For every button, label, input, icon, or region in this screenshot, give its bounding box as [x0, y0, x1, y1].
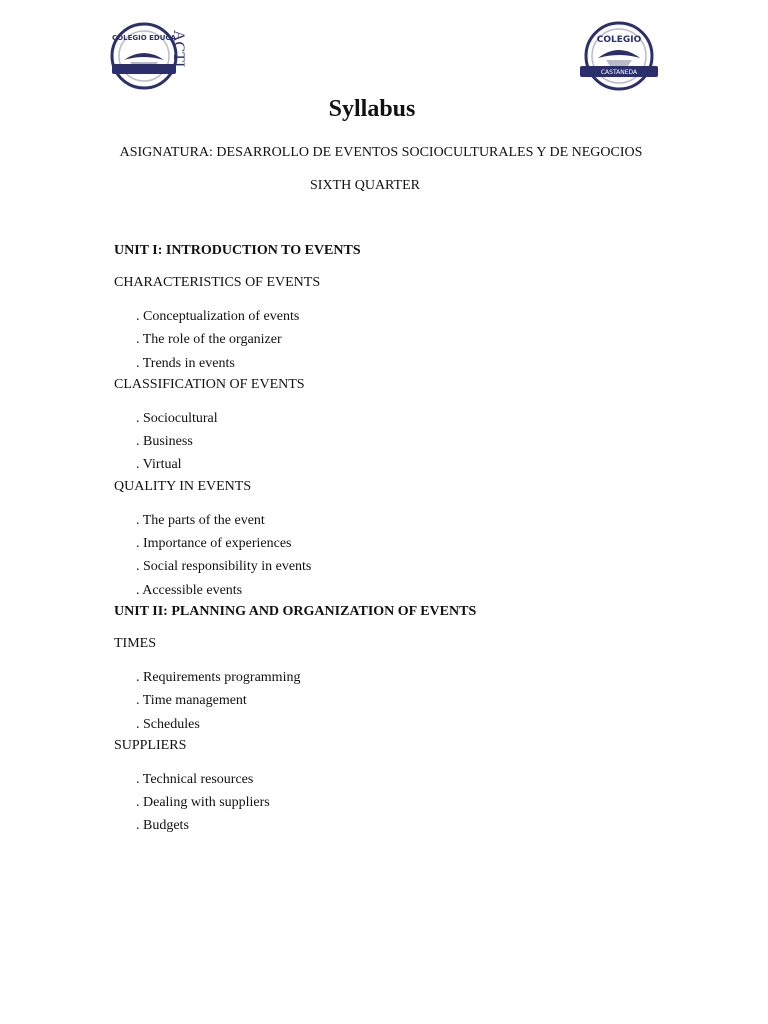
- unit-title: UNIT I: INTRODUCTION TO EVENTS: [114, 243, 361, 258]
- syllabus-content: [114, 241, 714, 838]
- logo-left-side-lettering: ACTI: [170, 30, 187, 68]
- topic-list: [114, 407, 714, 477]
- logo-right-lettering-top: COLEGIO: [596, 35, 642, 45]
- topic-list: [114, 305, 714, 375]
- section-title: QUALITY IN EVENTS: [114, 478, 252, 494]
- page-title: Syllabus: [328, 96, 416, 122]
- list-item: . Budgets: [136, 818, 189, 834]
- list-item: . Trends in events: [136, 355, 235, 371]
- subject-line: ASIGNATURA: DESARROLLO DE EVENTOS SOCIOCULTURALES Y DE NEGOCIOS: [119, 145, 643, 160]
- list-item: . The role of the organizer: [136, 332, 282, 348]
- list-item: . Requirements programming: [136, 669, 301, 685]
- section-title: CHARACTERISTICS OF EVENTS: [114, 275, 321, 290]
- topic-list: [114, 509, 714, 602]
- list-item: . Dealing with suppliers: [136, 795, 270, 811]
- logo-left-lettering: COLEGIO EDUCA: [112, 34, 176, 42]
- topic-list: [114, 666, 714, 736]
- list-item: . Accessible events: [136, 582, 243, 598]
- list-item: . Virtual: [136, 457, 182, 473]
- list-item: . Schedules: [136, 716, 200, 732]
- topic-list: [114, 768, 714, 838]
- list-item: . Business: [136, 434, 193, 450]
- section-title: SUPPLIERS: [114, 737, 187, 753]
- school-logo-right: [580, 20, 658, 92]
- section-title: CLASSIFICATION OF EVENTS: [114, 376, 305, 392]
- section-title: TIMES: [114, 635, 156, 651]
- list-item: . Time management: [136, 693, 247, 709]
- school-logo-left: [110, 20, 187, 90]
- logo-right-lettering-bottom: CASTANEDA: [600, 69, 638, 76]
- list-item: . Sociocultural: [136, 410, 218, 426]
- list-item: . Technical resources: [136, 771, 254, 787]
- list-item: . The parts of the event: [136, 512, 265, 528]
- quarter-line: SIXTH QUARTER: [310, 178, 420, 193]
- list-item: . Social responsibility in events: [136, 559, 312, 575]
- unit-title: UNIT II: PLANNING AND ORGANIZATION OF EVENTS: [114, 603, 477, 619]
- list-item: . Conceptualization of events: [136, 309, 300, 324]
- list-item: . Importance of experiences: [136, 536, 292, 552]
